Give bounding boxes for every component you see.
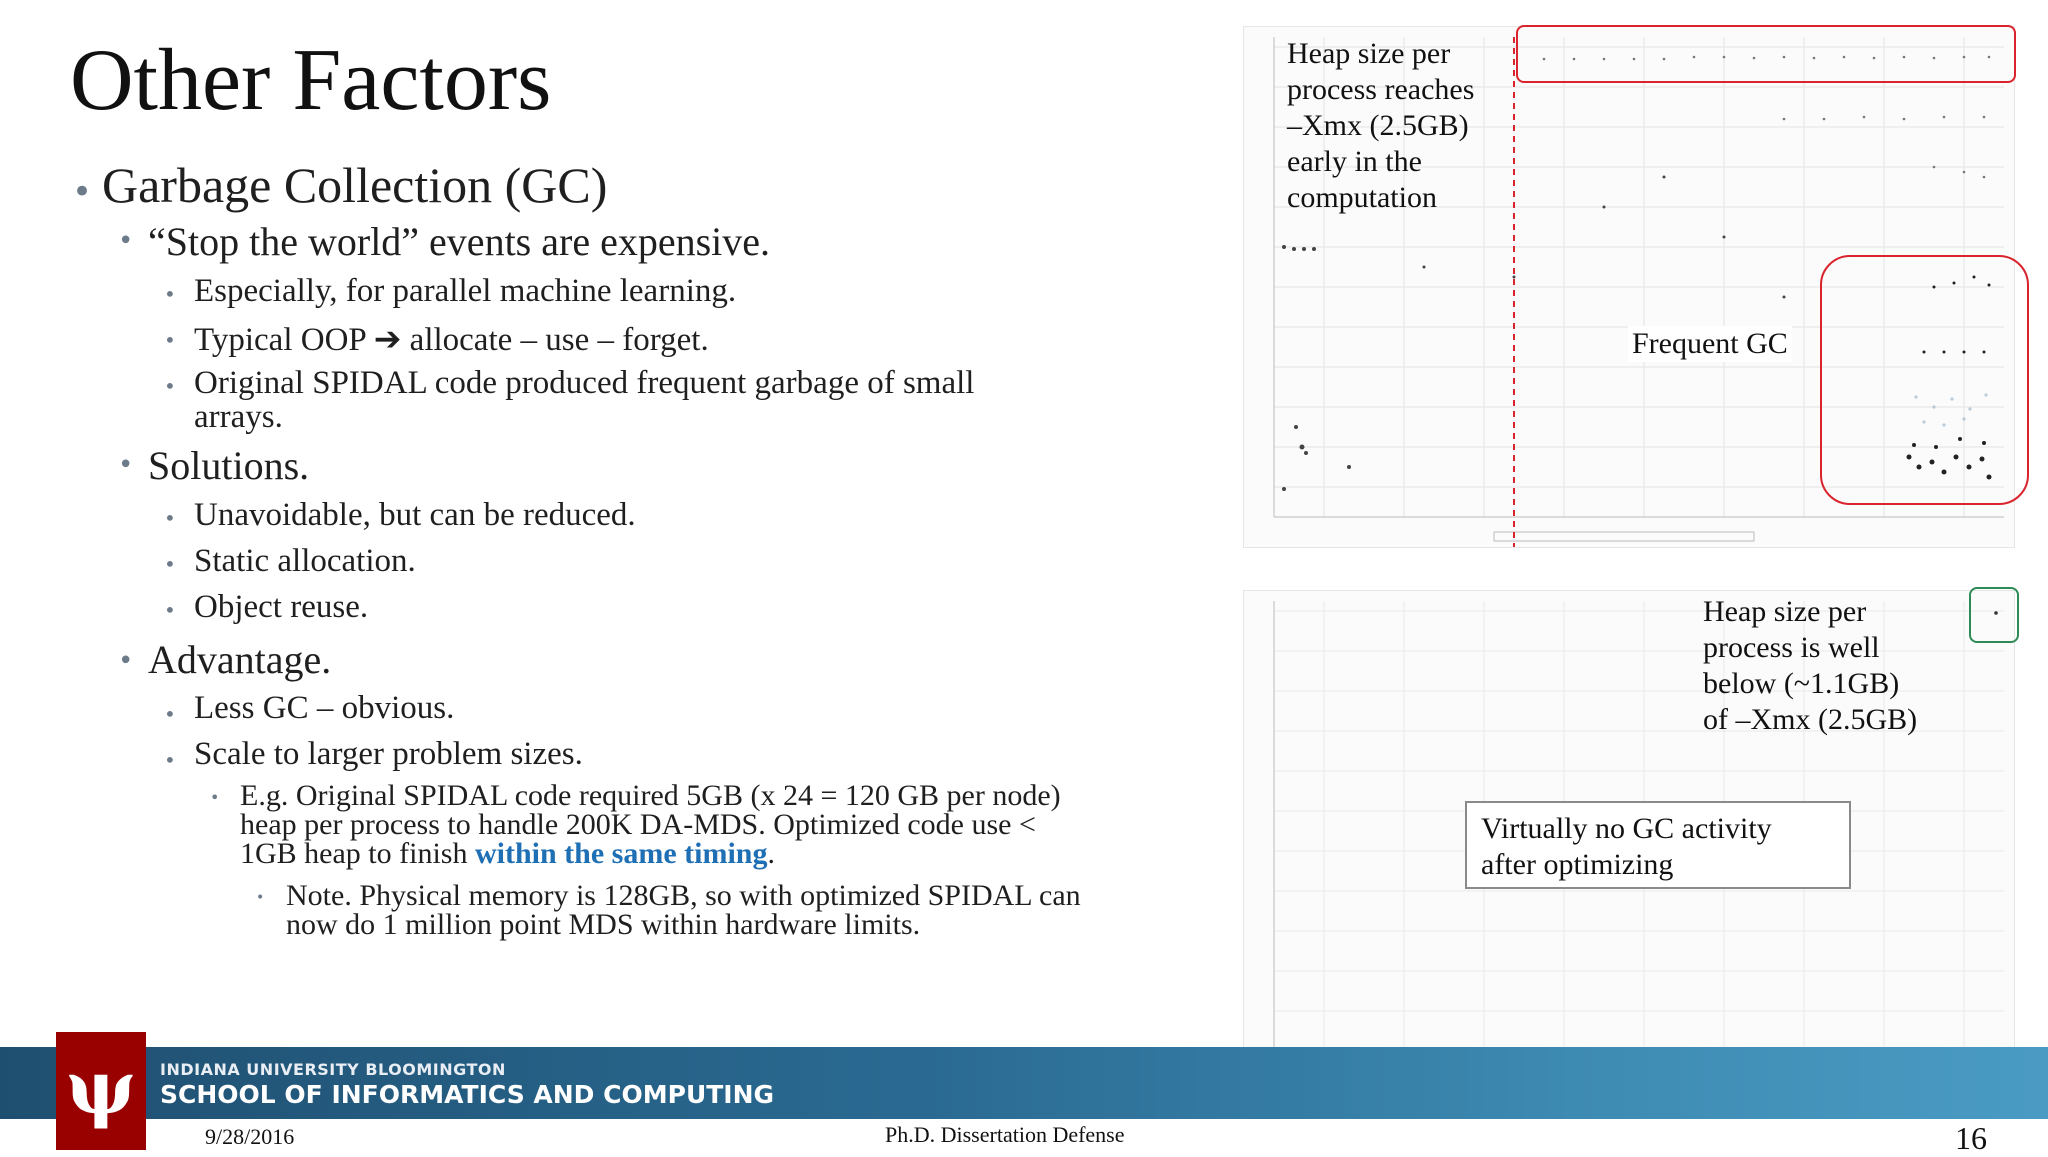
callout-heap-below: Heap size per process is well below (~1.1GB) of –Xmx (2.5GB) [1703,595,1918,736]
bullet-dot: • [164,552,176,576]
bullet-note-line1: Note. Physical memory is 128GB, so with optimized SPIDAL can [286,879,1081,912]
bullet-scale: Scale to larger problem sizes. [194,736,583,772]
bullet-dot: • [118,226,134,256]
callout-frequent-gc: Frequent GC [1628,326,1792,362]
bullet-static-allocation: Static allocation. [194,543,416,579]
bullet-dot: • [118,450,134,480]
bullet-eg-line2: heap per process to handle 200K DA-MDS. Optimized code use < [240,808,1036,841]
page-number: 16 [1955,1120,1987,1156]
trident-icon: ψ [66,1045,136,1131]
university-name: INDIANA UNIVERSITY BLOOMINGTON [160,1060,506,1079]
bullet-dot: • [164,328,176,352]
frequent-gc-highlight [1820,255,2029,505]
bullet-original-spidal-cont: arrays. [194,399,283,435]
school-name: SCHOOL OF INFORMATICS AND COMPUTING [160,1080,775,1109]
iu-logo [56,1032,146,1150]
bullet-eg-line1: E.g. Original SPIDAL code required 5GB (x 24 = 120 GB per node) [240,779,1061,812]
slide-title: Other Factors [70,32,552,129]
bullet-dot: • [72,172,93,212]
bullet-parallel-ml: Especially, for parallel machine learning. [194,273,737,309]
bullet-eg-line3: 1GB heap to finish within the same timing. [240,837,775,870]
bullet-advantage: Advantage. [148,637,332,682]
bullet-dot: • [256,890,265,906]
bullet-less-gc: Less GC – obvious. [194,690,455,726]
callout-heap-early: Heap size per process reaches –Xmx (2.5GB) early in the computation [1287,37,1475,214]
footer-date: 9/28/2016 [205,1124,295,1149]
low-heap-highlight [1969,587,2019,643]
bullet-typical-oop: Typical OOP ➔ allocate – use – forget. [194,322,709,358]
bullet-original-spidal: Original SPIDAL code produced frequent garbage of small [194,365,975,401]
footer-event: Ph.D. Dissertation Defense [885,1122,1125,1147]
heap-limit-highlight [1516,25,2016,83]
callout-no-gc: Virtually no GC activity after optimizing [1465,801,1851,889]
highlight-same-timing: within the same timing [474,837,768,870]
bullet-garbage-collection: Garbage Collection (GC) [102,157,608,213]
bullet-dot: • [164,506,176,530]
bullet-dot: • [164,282,176,306]
bullet-note-line2: now do 1 million point MDS within hardware limits. [286,908,921,941]
bullet-object-reuse: Object reuse. [194,589,369,625]
bullet-dot: • [164,598,176,622]
bullet-solutions: Solutions. [148,443,310,488]
bullet-dot: • [164,374,176,398]
bullet-dot: • [164,702,176,726]
bullet-unavoidable: Unavoidable, but can be reduced. [194,497,636,533]
bullet-dot: • [164,748,176,772]
bullet-dot: • [210,788,220,807]
bullet-dot: • [118,646,134,676]
bullet-stop-the-world: “Stop the world” events are expensive. [148,219,771,264]
